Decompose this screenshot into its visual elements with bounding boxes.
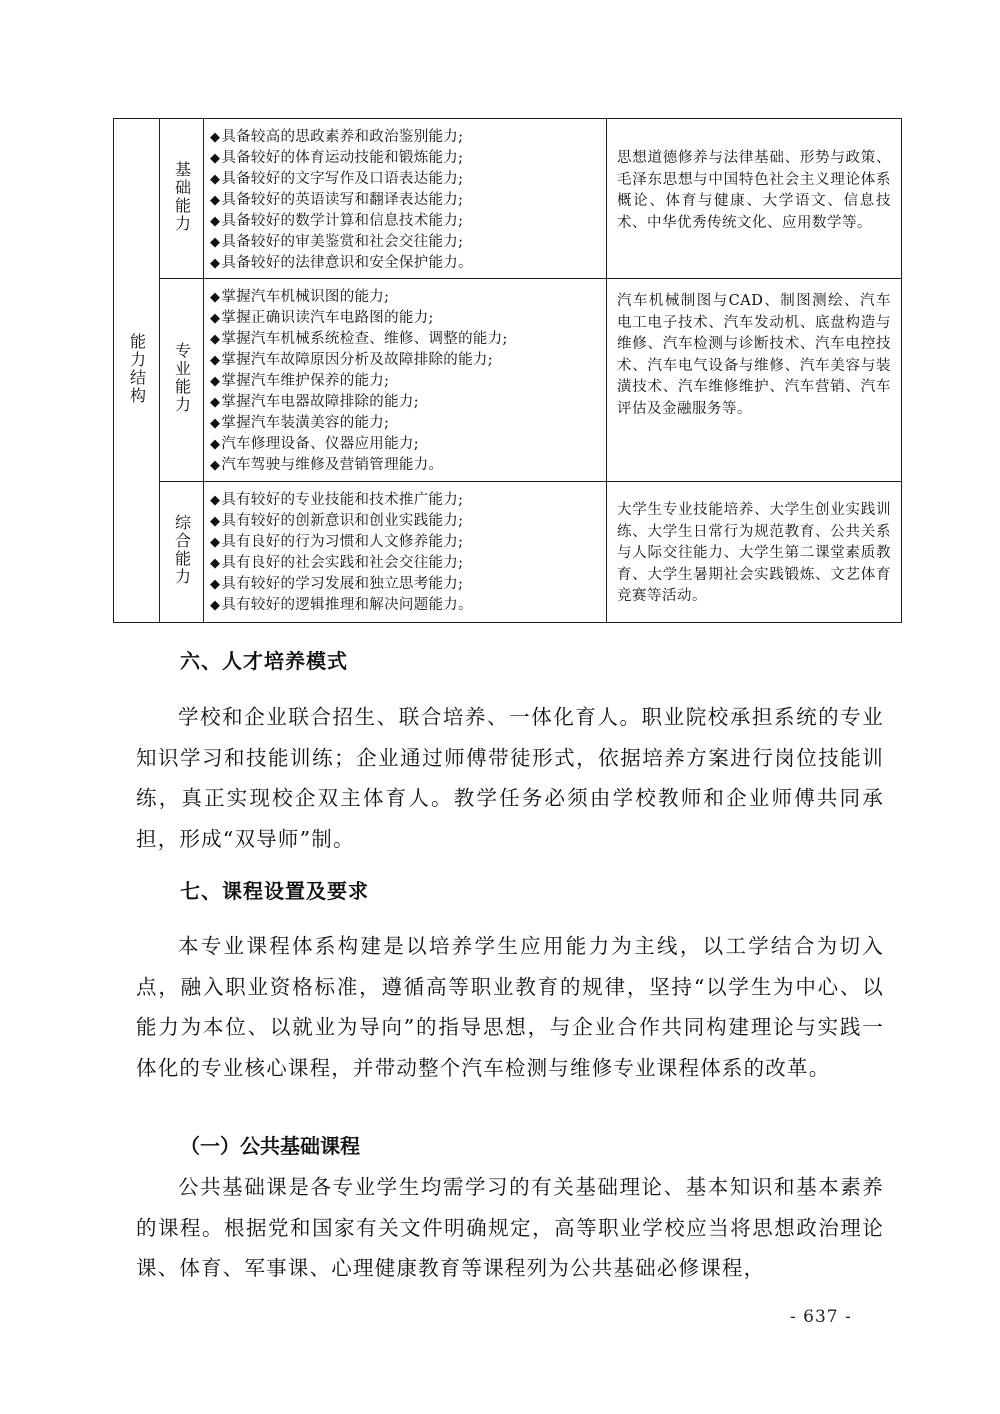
ability-list: [204, 482, 606, 616]
ability-item: ◆汽车驾驶与维修及营销管理能力。: [210, 457, 444, 473]
ability-item: ◆具备较好的法律意识和安全保护能力。: [210, 255, 473, 271]
section-7-paragraph: [136, 926, 884, 1088]
ability-item: ◆掌握汽车电器故障排除的能力;: [210, 394, 419, 410]
row-label-cell: [160, 279, 204, 482]
ability-item: ◆掌握正确识读汽车电路图的能力;: [210, 310, 434, 326]
courses-cell-basic: [607, 119, 902, 279]
ability-item: ◆具有较好的逻辑推理和解决问题能力。: [210, 597, 473, 613]
section-7-heading: 七、课程设置及要求: [180, 879, 369, 903]
ability-item: ◆具备较好的英语读写和翻译表达能力;: [210, 192, 464, 208]
ability-item: ◆具有较好的专业技能和技术推广能力;: [210, 492, 464, 508]
page-number: - 637 -: [790, 1307, 852, 1327]
row-label-cell: [160, 482, 204, 623]
ability-item: ◆具有较好的学习发展和独立思考能力;: [210, 576, 464, 592]
row-label-professional: 专业能力: [172, 342, 192, 414]
courses-text-professional: 汽车机械制图与CAD、制图测绘、汽车电工电子技术、汽车发动机、底盘构造与维修、汽车检测与诊断技术、汽车电控技术、汽车电气设备与维修、汽车美容与装潢技术、汽车维修维护、汽车营销、汽车评估及金融服务等。: [617, 293, 891, 417]
table-row-basic: [114, 119, 902, 279]
ability-item: ◆具有良好的社会实践和社会交往能力;: [210, 555, 464, 571]
ability-item: ◆汽车修理设备、仪器应用能力;: [210, 436, 419, 452]
ability-item: ◆掌握汽车机械识图的能力;: [210, 289, 390, 305]
row-label-cell: [160, 119, 204, 279]
ability-item: ◆具备较好的文字写作及口语表达能力;: [210, 171, 464, 187]
abilities-cell-comprehensive: [204, 482, 607, 623]
courses-text-basic: 思想道德修养与法律基础、形势与政策、毛泽东思想与中国特色社会主义理论体系概论、体育与健康、大学语文、信息技术、中华优秀传统文化、应用数学等。: [617, 150, 891, 231]
ability-item: ◆掌握汽车维护保养的能力;: [210, 373, 390, 389]
ability-item: ◆具备较好的数学计算和信息技术能力;: [210, 213, 464, 229]
abilities-cell-professional: [204, 279, 607, 482]
ability-list: [204, 119, 606, 274]
subsection-1-heading: （一）公共基础课程: [180, 1134, 360, 1158]
courses-text-comprehensive: 大学生专业技能培养、大学生创业实践训练、大学生日常行为规范教育、公共关系与人际交往能力、大学生第二课堂素质教育、大学生暑期社会实践锻炼、文艺体育竞赛等活动。: [617, 502, 891, 604]
row-label-basic: 基础能力: [172, 160, 192, 233]
section-6-paragraph: [136, 697, 884, 859]
courses-cell-comprehensive: [607, 482, 902, 623]
ability-item: ◆具有良好的行为习惯和人文修养能力;: [210, 534, 464, 550]
ability-list: [204, 279, 606, 476]
courses-cell-professional: [607, 279, 902, 482]
table-row-professional: [114, 279, 902, 482]
ability-item: ◆具备较好的体育运动技能和锻炼能力;: [210, 150, 464, 166]
ability-item: ◆具备较好的审美鉴赏和社会交往能力;: [210, 234, 464, 250]
ability-item: ◆掌握汽车故障原因分析及故障排除的能力;: [210, 352, 493, 368]
ability-item: ◆掌握汽车机械系统检查、维修、调整的能力;: [210, 331, 508, 347]
ability-item: ◆具有较好的创新意识和创业实践能力;: [210, 513, 464, 529]
subsection-1-paragraph-text: 公共基础课是各专业学生均需学习的有关基础理论、基本知识和基本素养的课程。根据党和国家有关文件明确规定，高等职业学校应当将思想政治理论课、体育、军事课、心理健康教育等课程列为公共基础必修课程，: [136, 1175, 884, 1281]
ability-structure-table: [113, 118, 901, 622]
abilities-cell-basic: [204, 119, 607, 279]
ability-item: ◆掌握汽车装潢美容的能力;: [210, 415, 390, 431]
ability-table: [113, 118, 902, 623]
section-6-heading: 六、人才培养模式: [180, 649, 348, 673]
section-6-paragraph-text: 学校和企业联合招生、联合培养、一体化育人。职业院校承担系统的专业知识学习和技能训练；企业通过师傅带徒形式，依据培养方案进行岗位技能训练，真正实现校企双主体育人。教学任务必须由学校教师和企业师傅共同承担，形成“双导师”制。: [136, 705, 884, 851]
table-row-comprehensive: [114, 482, 902, 623]
ability-structure-label: 能力结构: [127, 332, 147, 405]
subsection-1-paragraph: [136, 1167, 884, 1289]
ability-structure-cell: [114, 119, 160, 623]
section-7-paragraph-text: 本专业课程体系构建是以培养学生应用能力为主线，以工学结合为切入点，融入职业资格标准，遵循高等职业教育的规律，坚持“以学生为中心、以能力为本位、以就业为导向”的指导思想，与企业合作共同构建理论与实践一体化的专业核心课程，并带动整个汽车检测与维修专业课程体系的改革。: [136, 934, 884, 1080]
ability-item: ◆具备较高的思政素养和政治鉴别能力;: [210, 129, 464, 145]
row-label-comprehensive: 综合能力: [172, 514, 192, 586]
